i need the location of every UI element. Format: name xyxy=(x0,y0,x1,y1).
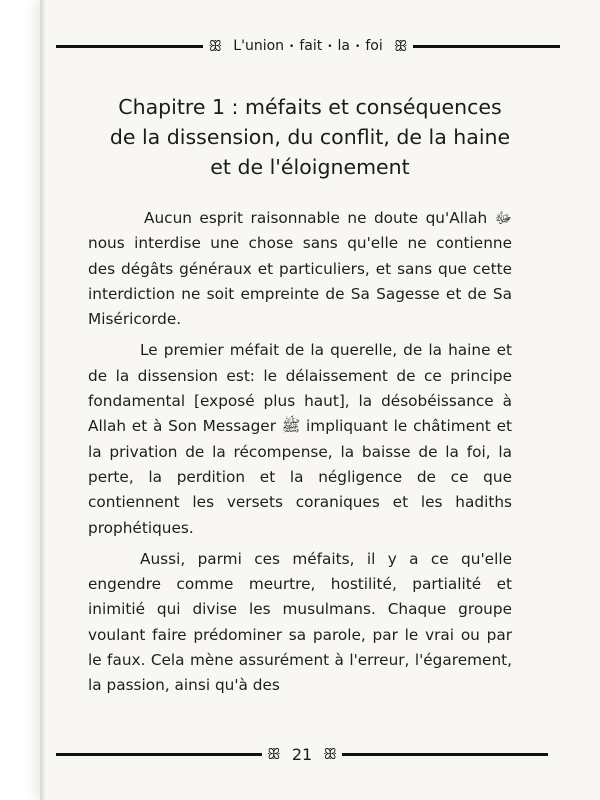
page-footer xyxy=(56,742,548,766)
chapter-title-line: et de l'éloignement xyxy=(210,155,410,179)
chapter-title-line: Chapitre 1 : méfaits et conséquences xyxy=(118,95,502,119)
footer-rule-left xyxy=(56,753,262,756)
body-text xyxy=(88,206,512,705)
running-header xyxy=(56,34,560,58)
running-title-word: fait xyxy=(299,38,323,54)
paragraph: Aucun esprit raisonnable ne doute qu'Allah ﷻ nous interdise une chose sans qu'elle ne contienne des dégâts généraux et particuliers, et sans que cette interdiction ne soit empreinte de Sa Sagesse et de Sa Miséricorde. xyxy=(88,209,512,329)
header-right-ornament-icon: ꕥ xyxy=(393,36,408,55)
paragraph: Aussi, parmi ces méfaits, il y a ce qu'elle engendre comme meurtre, hostilité, partialité et inimitié qui divise les musulmans. Chaque groupe voulant faire prédominer sa parole, par le vrai ou par le faux. Cela mène assurément à l'erreur, l'égarement, la passion, ainsi qu'à des xyxy=(88,549,512,695)
bullet-separator: • xyxy=(327,42,333,52)
paragraph: Le premier méfait de la querelle, de la haine et de la dissension est: le délaissement de ce principe fondamental [exposé plus haut], la désobéissance à Allah et à Son Messager ﷺ impliquant le châtiment et la privation de la récompense, la baisse de la foi, la perte, la perdition et la négligence de ce que contiennent les versets coraniques et les hadiths prophétiques. xyxy=(88,341,512,537)
running-title-word: L'union xyxy=(233,38,285,54)
chapter-title xyxy=(80,92,540,182)
running-title xyxy=(227,38,388,54)
running-title-word: foi xyxy=(365,38,383,54)
bullet-separator: • xyxy=(289,42,295,52)
header-rule-left xyxy=(56,45,203,48)
page-number: 21 xyxy=(291,744,313,764)
footer-right-ornament-icon: ꕥ xyxy=(323,744,338,763)
header-rule-right xyxy=(413,45,560,48)
footer-rule-right xyxy=(342,753,548,756)
footer-left-ornament-icon: ꕥ xyxy=(266,744,281,763)
chapter-title-line: de la dissension, du conflit, de la haine xyxy=(109,125,511,149)
header-left-ornament-icon: ꕥ xyxy=(208,36,223,55)
page-edge-shadow xyxy=(40,0,46,800)
running-title-word: la xyxy=(337,38,351,54)
bullet-separator: • xyxy=(355,42,361,52)
